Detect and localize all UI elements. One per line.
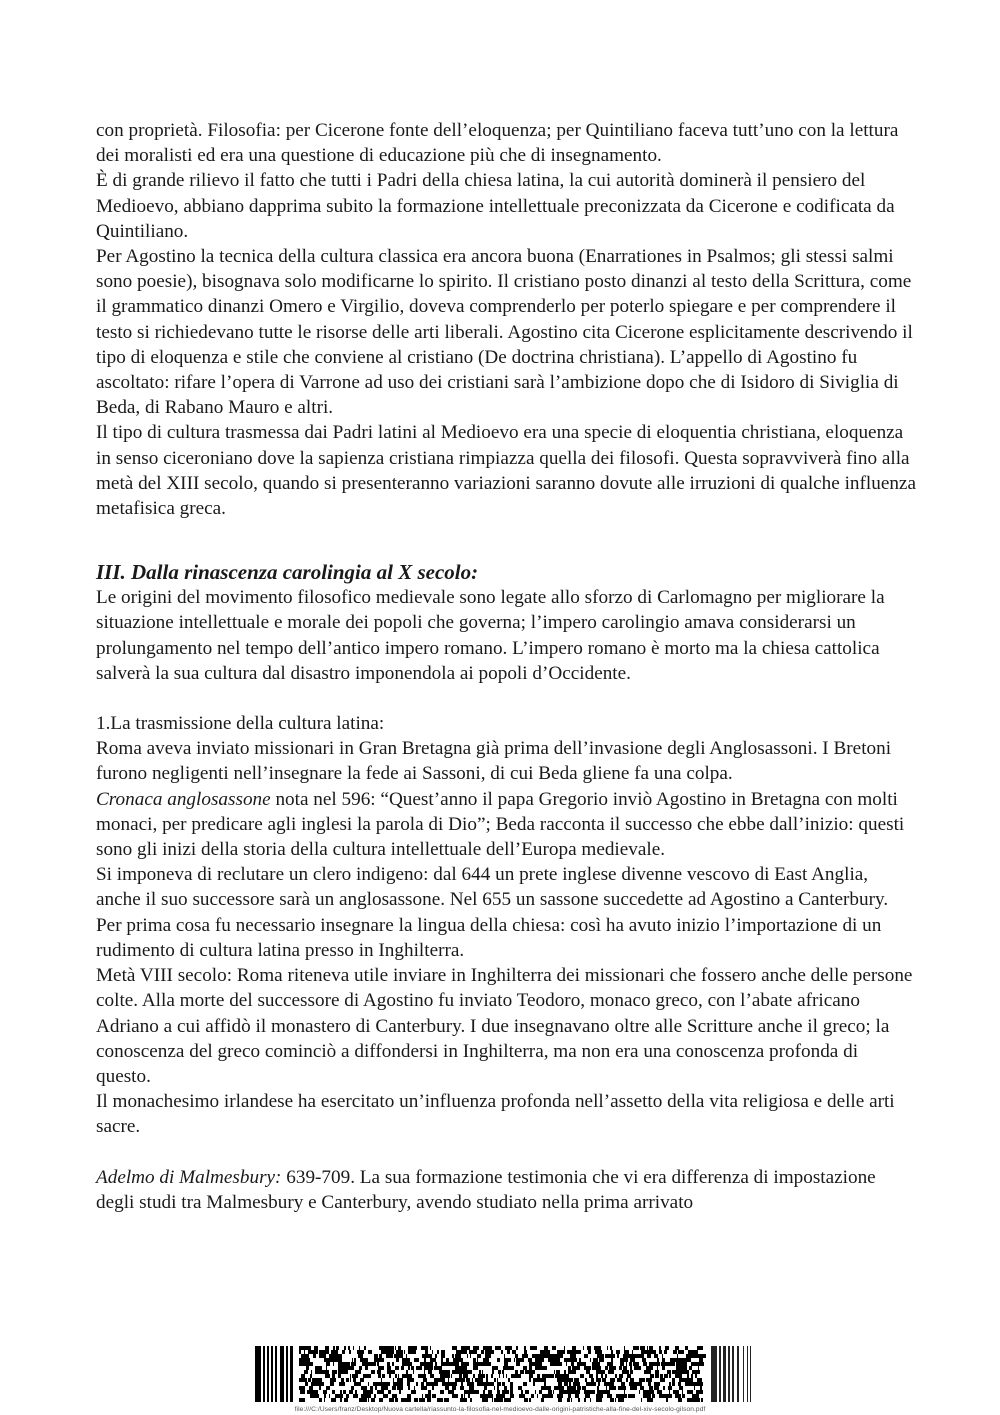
section-heading: III. Dalla rinascenza carolingia al X secolo: bbox=[96, 560, 479, 585]
document-page bbox=[96, 118, 916, 1215]
adelmo-text: 639-709. La sua formazione testimonia che vi era differenza di impostazione degli studi tra Malmesbury e Canterbury, avendo studiato nella prima arrivato bbox=[96, 1166, 876, 1213]
barcode-image bbox=[255, 1346, 752, 1402]
paragraph: È di grande rilievo il fatto che tutti i Padri della chiesa latina, la cui autorità dominerà il pensiero del Medioevo, abbiano dapprima subito la formazione intellettuale preconizzata da Cicerone e codificata da Quintiliano. bbox=[96, 170, 895, 242]
paragraph: Si imponeva di reclutare un clero indigeno: dal 644 un prete inglese divenne vescovo di East Anglia, anche il suo successore sarà un anglosassone. Nel 655 un sassone succedette ad Agostino a Canterbury. Per prima cosa fu necessario insegnare la lingua della chiesa: così ha avuto inizio l’importazione di un rudimento di cultura latina presso in Inghilterra. bbox=[96, 864, 889, 961]
spacer bbox=[96, 1140, 916, 1165]
cronaca-title: Cronaca anglosassone bbox=[96, 788, 271, 810]
paragraph-adelmo bbox=[96, 1165, 916, 1215]
adelmo-name: Adelmo di Malmesbury: bbox=[96, 1166, 282, 1188]
paragraph: Il tipo di cultura trasmessa dai Padri latini al Medioevo era una specie di eloquentia christiana, eloquenza in senso ciceroniano dove la sapienza cristiana rimpiazza quella dei filosofi. Questa sopravviverà fino alla metà del XIII secolo, quando si presenteranno variazioni saranno dovute alle irruzioni di qualche influenza metafisica greca. bbox=[96, 422, 916, 520]
cronaca-text: nota nel 596: “Quest’anno il papa Gregorio inviò Agostino in Bretagna con molti monaci, per predicare agli inglesi la parola di Dio”; Beda racconta il successo che ebbe dall’inizio: questi sono gli inizi della storia della cultura intellettuale dell’Europa medievale. bbox=[96, 788, 905, 861]
paragraph: Per Agostino la tecnica della cultura classica era ancora buona (Enarrationes in Psalmos; gli stessi salmi sono poesie), bisognava solo modificarne lo spirito. Il cristiano posto dinanzi al testo della Scrittura, come il grammatico dinanzi Omero e Virgilio, doveva comprenderlo per poterlo spiegare e per comprendere il testo si richiedevano tutte le risorse delle arti liberali. Agostino cita Cicerone esplicitamente descrivendo il tipo di eloquenza e stile che conviene al cristiano (De doctrina christiana). L’appello di Agostino fu ascoltato: rifare l’opera di Varrone ad uso dei cristiani sarà l’ambizione dopo che di Isidoro di Siviglia di Beda, di Rabano Mauro e altri. bbox=[96, 246, 913, 419]
paragraph-cronaca bbox=[96, 787, 916, 863]
paragraph: Il monachesimo irlandese ha esercitato un’influenza profonda nell’assetto della vita religiosa e delle arti sacre. bbox=[96, 1091, 895, 1138]
spacer bbox=[96, 686, 916, 711]
subsection-title: 1.La trasmissione della cultura latina: bbox=[96, 713, 385, 735]
section-intro: Le origini del movimento filosofico medievale sono legate allo sforzo di Carlomagno per migliorare la situazione intellettuale e morale dei popoli che governa; l’impero carolingio amava considerarsi un prolungamento nel tempo dell’antico impero romano. L’impero romano è morto ma la chiesa cattolica salverà la sua cultura dal disastro imponendola ai popoli d’Occidente. bbox=[96, 587, 885, 684]
footer-file-path: file:///C:/Users/franz/Desktop/Nuova cartella/riassunto-la-filosofia-nel-medioevo-dalle-origini-patristiche-alla-fine-del-xiv-secolo-gilson.pdf bbox=[294, 1406, 706, 1413]
paragraph: con proprietà. Filosofia: per Cicerone fonte dell’eloquenza; per Quintiliano faceva tutt’uno con la lettura dei moralisti ed era una questione di educazione più che di insegnamento. bbox=[96, 120, 899, 167]
paragraph: Metà VIII secolo: Roma riteneva utile inviare in Inghilterra dei missionari che fossero anche delle persone colte. Alla morte del successore di Agostino fu inviato Teodoro, monaco greco, con l’abate africano Adriano a cui affidò il monastero di Canterbury. I due insegnavano oltre alle Scritture anche il greco; la conoscenza del greco cominciò a diffondersi in Inghilterra, ma non era una conoscenza profonda di questo. bbox=[96, 965, 913, 1087]
paragraph: Roma aveva inviato missionari in Gran Bretagna già prima dell’invasione degli Anglosassoni. I Bretoni furono negligenti nell’insegnare la fede ai Sassoni, di cui Beda gliene fa una colpa. bbox=[96, 738, 892, 785]
spacer bbox=[96, 521, 916, 559]
